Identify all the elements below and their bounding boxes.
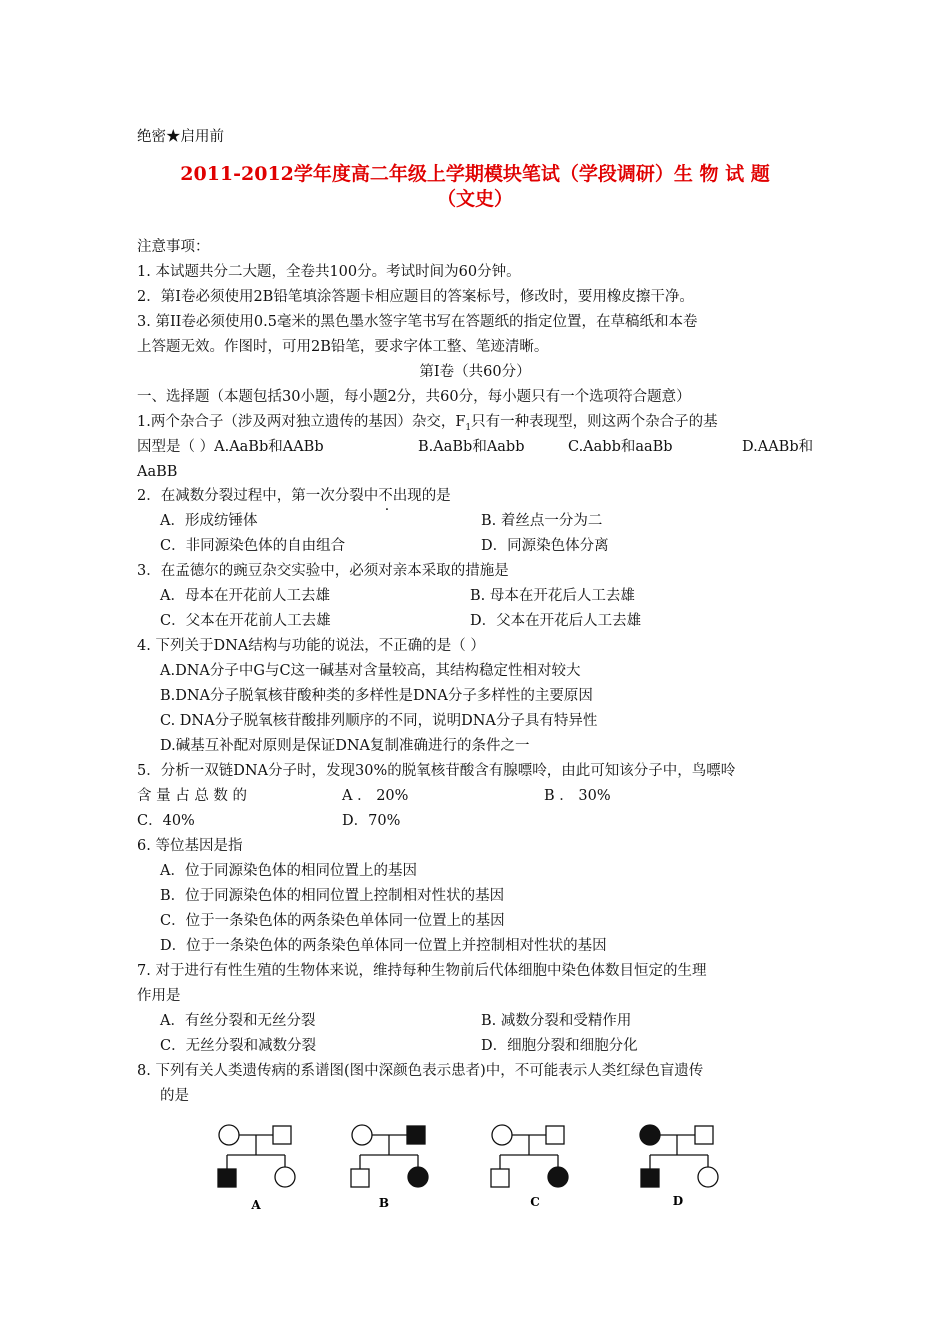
q7-stem-cont: 作用是: [137, 988, 181, 1004]
q2-option-a: A．形成纺锤体: [160, 513, 258, 529]
pedigree-d-father: [695, 1126, 713, 1144]
pedigree-d-daughter: [698, 1167, 718, 1187]
q8-stem: 8. 下列有关人类遗传病的系谱图(图中深颜色表示患者)中，不可能表示人类红绿色盲遗传: [137, 1063, 704, 1079]
pedigree-label-d: D: [672, 1194, 684, 1208]
pedigree-c-son: [491, 1169, 509, 1187]
secret-label: 绝密★启用前: [137, 129, 224, 145]
q1-option-c: C.Aabb和aaBb: [568, 439, 673, 455]
q7-option-a: A．有丝分裂和无丝分裂: [160, 1013, 316, 1029]
pedigree-a-son: [218, 1169, 236, 1187]
q5-option-d: D．70%: [342, 813, 401, 829]
pedigree-d-son: [641, 1169, 659, 1187]
q4-stem: 4. 下列关于DNA结构与功能的说法，不正确的是（ ）: [137, 638, 485, 654]
q1-option-a: 因型是（ ）A.AaBb和AABb: [137, 439, 324, 455]
q8-stem-cont: 的是: [160, 1088, 189, 1104]
pedigree-c-mother: [492, 1125, 512, 1145]
notes-heading: 注意事项：: [137, 239, 210, 255]
q7-option-d: D．细胞分裂和细胞分化: [481, 1038, 638, 1054]
pedigree-b-daughter: [408, 1167, 428, 1187]
pedigree-d-mother: [640, 1125, 660, 1145]
q6-option-a: A．位于同源染色体的相同位置上的基因: [160, 863, 417, 879]
q1-option-b: B.AaBb和Aabb: [418, 439, 525, 455]
part-heading: 一、选择题（本题包括30小题，每小题2分，共60分，每小题只有一个选项符合题意）: [137, 389, 691, 405]
pedigree-b-father: [407, 1126, 425, 1144]
pedigree-figure: [200, 1115, 740, 1220]
q7-option-c: C．无丝分裂和减数分裂: [160, 1038, 317, 1054]
q3-option-d: D．父本在开花后人工去雄: [470, 613, 642, 629]
q4-option-b: B.DNA分子脱氧核苷酸种类的多样性是DNA分子多样性的主要原因: [160, 688, 593, 704]
q2-option-d: D．同源染色体分离: [481, 538, 609, 554]
pedigree-a-daughter: [275, 1167, 295, 1187]
q2-option-b: B. 着丝点一分为二: [481, 513, 603, 529]
q5-stem: 5．分析一双链DNA分子时，发现30%的脱氧核苷酸含有腺嘌呤，由此可知该分子中，鸟嘌呤: [137, 763, 736, 779]
pedigree-label-c: C: [530, 1195, 540, 1209]
pedigree-a: [218, 1125, 295, 1187]
q3-option-c: C．父本在开花前人工去雄: [160, 613, 331, 629]
q7-option-b: B. 减数分裂和受精作用: [481, 1013, 632, 1029]
pedigree-c: [491, 1125, 568, 1187]
q4-option-c: C. DNA分子脱氧核苷酸排列顺序的不同，说明DNA分子具有特异性: [160, 713, 598, 729]
exam-title: 2011-2012学年度高二年级上学期模块笔试（学段调研）生 物 试 题: [180, 163, 770, 185]
q5-option-b: B ． 30%: [544, 788, 611, 804]
q3-option-b: B. 母本在开花后人工去雄: [470, 588, 635, 604]
q1-stem: 1.两个杂合子（涉及两对独立遗传的基因）杂交，$F_1$只有一种表现型，则这两个杂合子的基: [137, 414, 718, 433]
q5-option-a: A ． 20%: [342, 788, 409, 804]
pedigree-d: [640, 1125, 718, 1187]
q3-option-a: A．母本在开花前人工去雄: [160, 588, 330, 604]
note-2: 2．第Ⅰ卷必须使用2B铅笔填涂答题卡相应题目的答案标号，修改时，要用橡皮擦干净。: [137, 289, 694, 305]
q3-stem: 3．在孟德尔的豌豆杂交实验中，必须对亲本采取的措施是: [137, 563, 509, 579]
pedigree-label-b: B: [378, 1196, 390, 1210]
pedigree-b-son: [351, 1169, 369, 1187]
q6-option-c: C．位于一条染色体的两条染色单体同一位置上的基因: [160, 913, 505, 929]
q6-option-b: B．位于同源染色体的相同位置上控制相对性状的基因: [160, 888, 505, 904]
q7-stem: 7. 对于进行有性生殖的生物体来说，维持每种生物前后代体细胞中染色体数目恒定的生理: [137, 963, 707, 979]
q6-option-d: D．位于一条染色体的两条染色单体同一位置上并控制相对性状的基因: [160, 938, 607, 954]
q1-option-d-cont: AaBB: [137, 464, 178, 480]
q5-option-c: C．40%: [137, 813, 195, 829]
pedigree-a-father: [273, 1126, 291, 1144]
pedigree-b-mother: [352, 1125, 372, 1145]
q4-option-a: A.DNA分子中G与C这一碱基对含量较高，其结构稳定性相对较大: [160, 663, 581, 679]
q2-stem: 2．在减数分裂过程中，第一次分裂中不出现的是: [137, 488, 451, 504]
volume-heading: 第Ⅰ卷（共60分）: [419, 364, 531, 380]
q4-option-d: D.碱基互补配对原则是保证DNA复制准确进行的条件之一: [160, 738, 530, 754]
q5-stem-cont: 含 量 占 总 数 的: [137, 788, 248, 804]
pedigree-a-mother: [219, 1125, 239, 1145]
pedigree-c-father: [546, 1126, 564, 1144]
q1-option-d: D.AABb和: [742, 439, 814, 455]
note-3: 3. 第II卷必须使用0.5毫米的黑色墨水签字笔书写在答题纸的指定位置，在草稿纸和本卷: [137, 314, 698, 330]
note-1: 1. 本试题共分二大题，全卷共100分。考试时间为60分钟。: [137, 264, 521, 280]
pedigree-label-a: A: [251, 1198, 261, 1212]
exam-subtitle: （文史）: [436, 188, 513, 210]
q6-stem: 6. 等位基因是指: [137, 838, 243, 854]
note-3-cont: 上答题无效。作图时，可用2B铅笔，要求字体工整、笔迹清晰。: [137, 339, 549, 355]
pedigree-b: [351, 1125, 428, 1187]
pedigree-c-daughter: [548, 1167, 568, 1187]
q2-option-c: C．非同源染色体的自由组合: [160, 538, 346, 554]
